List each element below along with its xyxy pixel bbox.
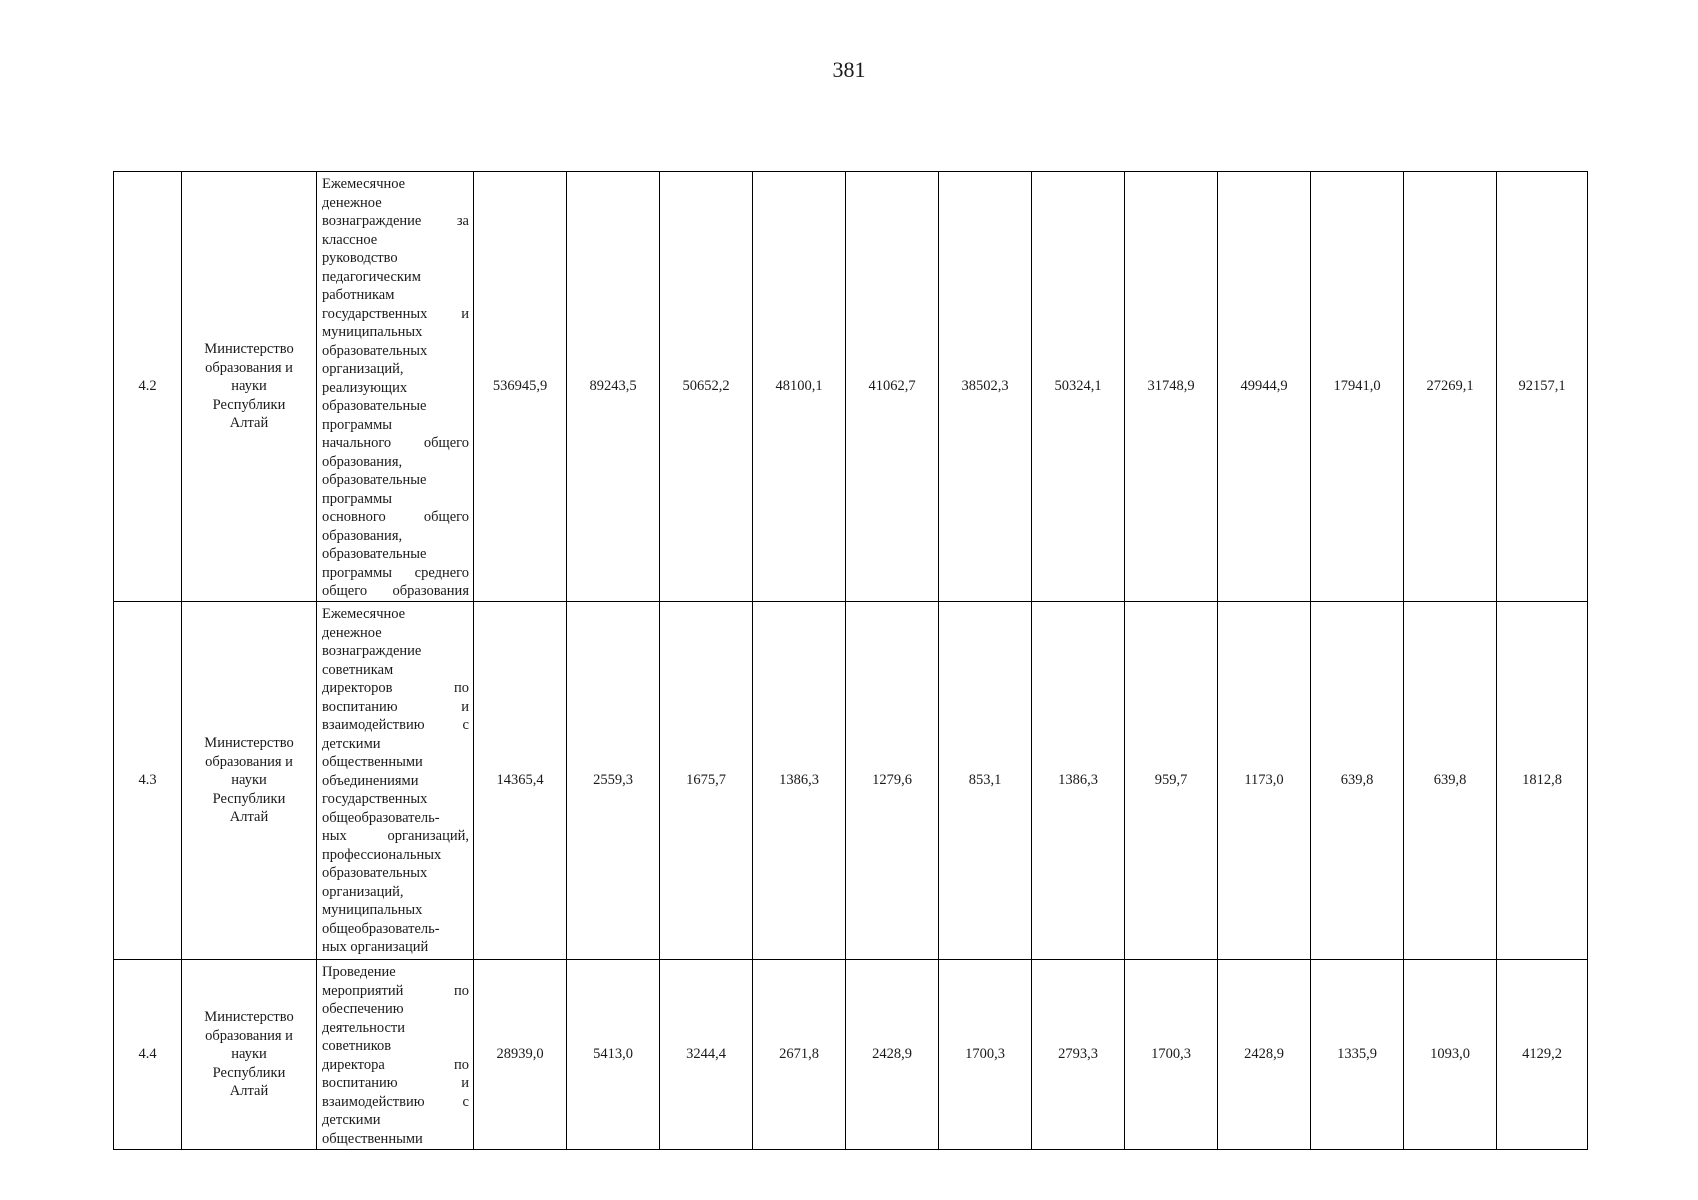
amount-cell: 1675,7 xyxy=(660,602,753,960)
description-line: образовательные xyxy=(322,472,427,488)
table-row xyxy=(114,602,1588,960)
amount-cell: 5413,0 xyxy=(567,960,660,1150)
responsible-organization xyxy=(182,602,317,960)
amount-cell: 639,8 xyxy=(1404,602,1497,960)
description-line: общественными xyxy=(322,754,423,770)
description-line: общеобразователь- xyxy=(322,809,440,826)
organization-line: Республики xyxy=(212,396,286,413)
amount-cell: 89243,5 xyxy=(567,172,660,602)
amount-cell: 49944,9 xyxy=(1218,172,1311,602)
description-line: воспитанию и xyxy=(322,698,469,715)
activity-description xyxy=(317,960,474,1150)
description-line: классное xyxy=(322,231,378,248)
description-line: педагогическим xyxy=(322,268,421,285)
organization-line: Министерство xyxy=(204,341,294,358)
description-line: программы среднего xyxy=(322,564,469,581)
amount-cell: 17941,0 xyxy=(1311,172,1404,602)
organization-line: науки xyxy=(231,772,267,789)
amount-cell: 536945,9 xyxy=(474,172,567,602)
description-line: денежное xyxy=(322,624,382,641)
description-line: Ежемесячное xyxy=(322,606,406,622)
organization-line: Алтай xyxy=(229,1083,269,1100)
description-line: государственных xyxy=(322,791,428,807)
description-line: образовательных xyxy=(322,342,428,359)
description-line: общего образования xyxy=(322,583,469,599)
amount-cell: 1173,0 xyxy=(1218,602,1311,960)
amount-cell: 1279,6 xyxy=(846,602,939,960)
responsible-organization xyxy=(182,960,317,1150)
amount-cell: 48100,1 xyxy=(753,172,846,602)
description-line: советников xyxy=(322,1038,392,1054)
description-line: денежное xyxy=(322,194,382,211)
description-line: основного общего xyxy=(322,509,469,525)
description-line: мероприятий по xyxy=(322,982,469,999)
organization-line: Министерство xyxy=(204,735,294,752)
description-line: ных организаций xyxy=(322,939,429,955)
amount-cell: 1386,3 xyxy=(1032,602,1125,960)
description-line: Ежемесячное xyxy=(322,176,406,192)
amount-cell: 2428,9 xyxy=(1218,960,1311,1150)
description-line: взаимодействию с xyxy=(322,717,469,733)
organization-line: образования и xyxy=(205,1027,293,1044)
page-number: 381 xyxy=(832,57,866,82)
table-row xyxy=(114,960,1588,1150)
description-line: реализующих xyxy=(322,379,408,396)
description-line: объединениями xyxy=(322,772,419,789)
description-line: муниципальных xyxy=(322,324,423,340)
description-line: муниципальных xyxy=(322,902,423,918)
amount-cell: 4129,2 xyxy=(1497,960,1588,1150)
amount-cell: 50652,2 xyxy=(660,172,753,602)
amount-cell: 853,1 xyxy=(939,602,1032,960)
activity-description xyxy=(317,602,474,960)
description-line: советникам xyxy=(322,661,394,678)
amount-cell: 959,7 xyxy=(1125,602,1218,960)
amount-cell: 639,8 xyxy=(1311,602,1404,960)
amount-cell: 1093,0 xyxy=(1404,960,1497,1150)
amount-cell: 28939,0 xyxy=(474,960,567,1150)
description-line: образования, xyxy=(322,527,403,544)
description-line: начального общего xyxy=(322,435,469,451)
amount-cell: 2428,9 xyxy=(846,960,939,1150)
description-line: детскими xyxy=(322,735,381,752)
description-line: детскими xyxy=(322,1112,381,1128)
description-line: организаций, xyxy=(322,361,404,377)
description-line: профессиональных xyxy=(322,846,442,863)
organization-line: Министерство xyxy=(204,1009,294,1026)
organization-line: науки xyxy=(231,378,267,395)
description-line: образовательные xyxy=(322,398,427,414)
organization-line: образования и xyxy=(205,359,293,376)
description-line: взаимодействию с xyxy=(322,1093,469,1110)
amount-cell: 27269,1 xyxy=(1404,172,1497,602)
description-line: программы xyxy=(322,416,392,433)
amount-cell: 38502,3 xyxy=(939,172,1032,602)
amount-cell: 2793,3 xyxy=(1032,960,1125,1150)
description-line: руководство xyxy=(322,250,398,266)
amount-cell: 1700,3 xyxy=(939,960,1032,1150)
organization-line: Алтай xyxy=(229,809,269,826)
organization-line: Республики xyxy=(212,1064,286,1081)
description-line: общественными xyxy=(322,1130,423,1147)
amount-cell: 2559,3 xyxy=(567,602,660,960)
description-line: вознаграждение xyxy=(322,643,422,659)
budget-table xyxy=(113,171,1588,1150)
organization-line: Алтай xyxy=(229,415,269,432)
description-line: директоров по xyxy=(322,680,469,696)
organization-line: Республики xyxy=(212,790,286,807)
amount-cell: 1386,3 xyxy=(753,602,846,960)
row-number: 4.3 xyxy=(114,602,182,960)
table-body xyxy=(114,172,1588,1150)
amount-cell: 31748,9 xyxy=(1125,172,1218,602)
description-line: образовательные xyxy=(322,546,427,562)
description-line: организаций, xyxy=(322,883,404,900)
amount-cell: 41062,7 xyxy=(846,172,939,602)
description-line: образования, xyxy=(322,453,403,470)
description-line: вознаграждение за xyxy=(322,213,469,229)
row-number: 4.4 xyxy=(114,960,182,1150)
description-line: программы xyxy=(322,490,392,507)
responsible-organization xyxy=(182,172,317,602)
description-line: общеобразователь- xyxy=(322,920,440,937)
description-line: обеспечению xyxy=(322,1001,404,1017)
amount-cell: 2671,8 xyxy=(753,960,846,1150)
row-number: 4.2 xyxy=(114,172,182,602)
activity-description xyxy=(317,172,474,602)
description-line: образовательных xyxy=(322,865,428,881)
organization-line: образования и xyxy=(205,753,293,770)
description-line: директора по xyxy=(322,1056,469,1073)
amount-cell: 3244,4 xyxy=(660,960,753,1150)
description-line: ных организаций, xyxy=(322,828,469,844)
amount-cell: 14365,4 xyxy=(474,602,567,960)
description-line: воспитанию и xyxy=(322,1075,469,1091)
description-line: Проведение xyxy=(322,964,396,980)
amount-cell: 1335,9 xyxy=(1311,960,1404,1150)
amount-cell: 1700,3 xyxy=(1125,960,1218,1150)
amount-cell: 92157,1 xyxy=(1497,172,1588,602)
description-line: государственных и xyxy=(322,305,469,322)
description-line: работникам xyxy=(322,287,395,303)
amount-cell: 50324,1 xyxy=(1032,172,1125,602)
amount-cell: 1812,8 xyxy=(1497,602,1588,960)
organization-line: науки xyxy=(231,1046,267,1063)
table-row xyxy=(114,172,1588,602)
description-line: деятельности xyxy=(322,1019,406,1036)
